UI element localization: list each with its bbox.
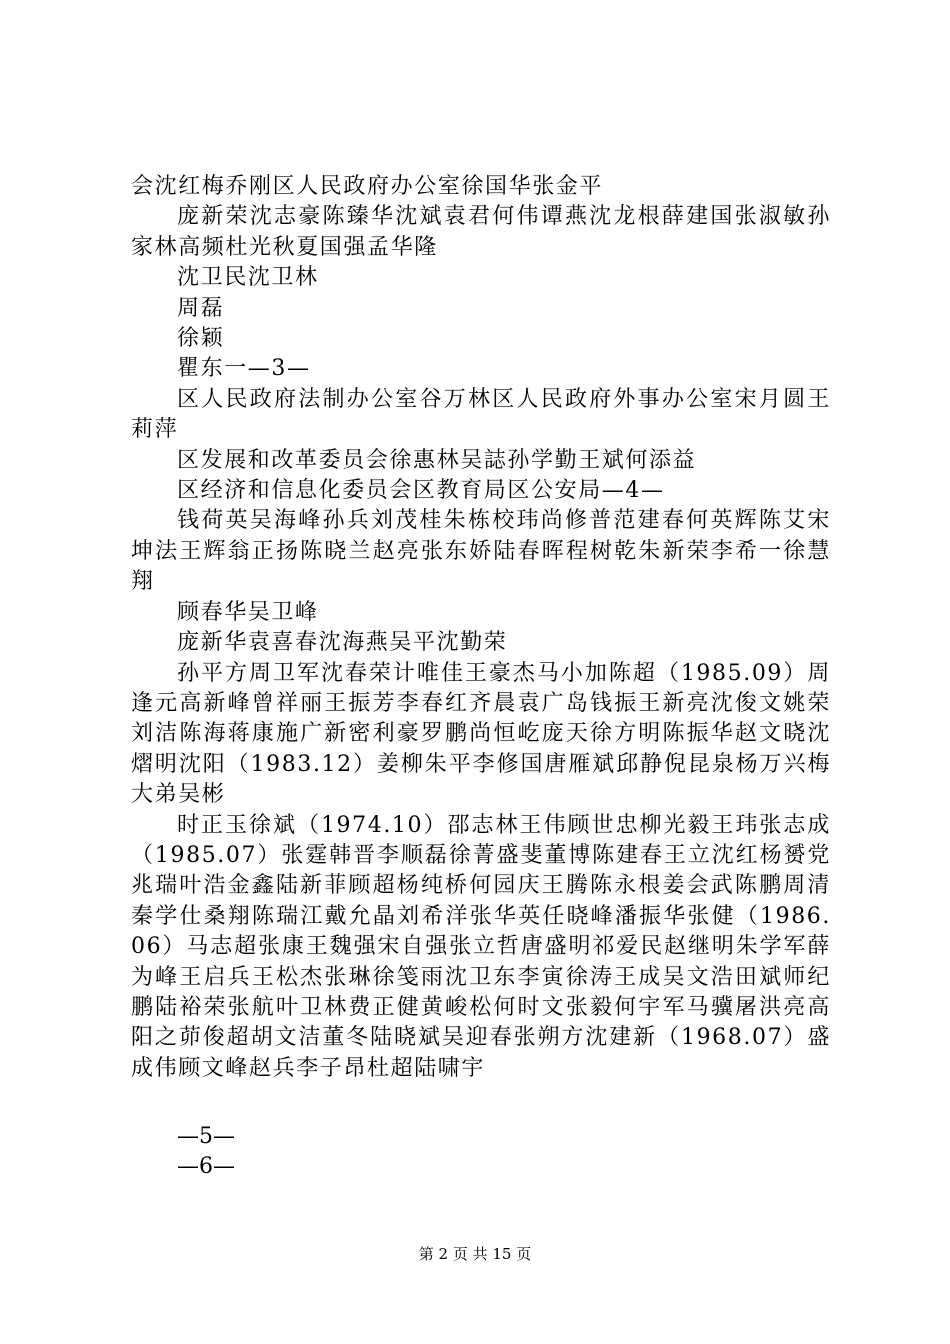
paragraph: 区经济和信息化委员会区教育局区公安局—4— — [177, 478, 665, 504]
paragraph: 会沈红梅乔刚区人民政府办公室徐国华张金平 — [131, 174, 604, 199]
page-footer: 第 2 页 共 15 页 — [418, 1245, 532, 1263]
document-body — [131, 172, 831, 1084]
paragraph: 庞新荣沈志豪陈臻华沈斌袁君何伟谭燕沈龙根薛建国张淑敏孙家林高频杜光秋夏国强孟华隆 — [131, 204, 831, 260]
page-mark: —5— — [177, 1124, 235, 1149]
page-mark: —6— — [177, 1154, 235, 1179]
paragraph: 区发展和改革委员会徐惠林吴誌孙学勤王斌何添益 — [177, 447, 697, 473]
paragraph: 徐颖 — [177, 326, 225, 352]
paragraph: 钱荷英吴海峰孙兵刘茂桂朱栋校玮尚修普范建春何英辉陈艾宋坤法王辉翁正扬陈晓兰赵亮张东娇陆春晖程树乾朱新荣李希一徐慧翔 — [131, 508, 831, 595]
paragraph: 顾春华吴卫峰 — [177, 599, 319, 625]
paragraph: 沈卫民沈卫林 — [177, 265, 319, 291]
paragraph: 时正玉徐斌（1974.10）邵志林王伟顾世忠柳光毅王玮张志成（1985.07）张霆韩晋李顺磊徐菁盛斐董博陈建春王立沈红杨赟党兆瑞叶浩金鑫陆新菲顾超杨纯桥何园庆王腾陈永根姜会武陈鹏周清秦学仕桑翔陈瑞江戴允晶刘希洋张华英任晓峰潘振华张健（1986.06）马志超张康王魏强宋自强张立哲唐盛明祁爱民赵继明朱学军薛为峰王启兵王松杰张琳徐笺雨沈卫东李寅徐涛王成吴文浩田斌师纪鹏陆裕荣张航叶卫林费正健黄峻松何时文张毅何宇军马骥屠洪亮高阳之茆俊超胡文洁董冬陆晓斌吴迎春张朔方沈建新（1968.07）盛成伟顾文峰赵兵李子昂杜超陆啸宇 — [131, 812, 831, 1081]
page-marks — [177, 1122, 235, 1182]
paragraph: 瞿东一—3— — [177, 356, 311, 382]
paragraph: 区人民政府法制办公室谷万林区人民政府外事办公室宋月圆王莉萍 — [131, 386, 831, 443]
paragraph: 庞新华袁喜春沈海燕吴平沈勤荣 — [177, 630, 508, 656]
paragraph: 周磊 — [177, 295, 225, 321]
paragraph: 孙平方周卫军沈春荣计唯佳王豪杰马小加陈超（1985.09）周逢元高新峰曾祥丽王振芳李春红齐晨袁广岛钱振王新亮沈俊文姚荣刘洁陈海蒋康施广新密利豪罗鹏尚恒屹庞天徐方明陈振华赵文晓沈熠明沈阳（1983.12）姜柳朱平李修国唐雁斌邱静倪昆泉杨万兴梅大弟吴彬 — [131, 660, 831, 808]
